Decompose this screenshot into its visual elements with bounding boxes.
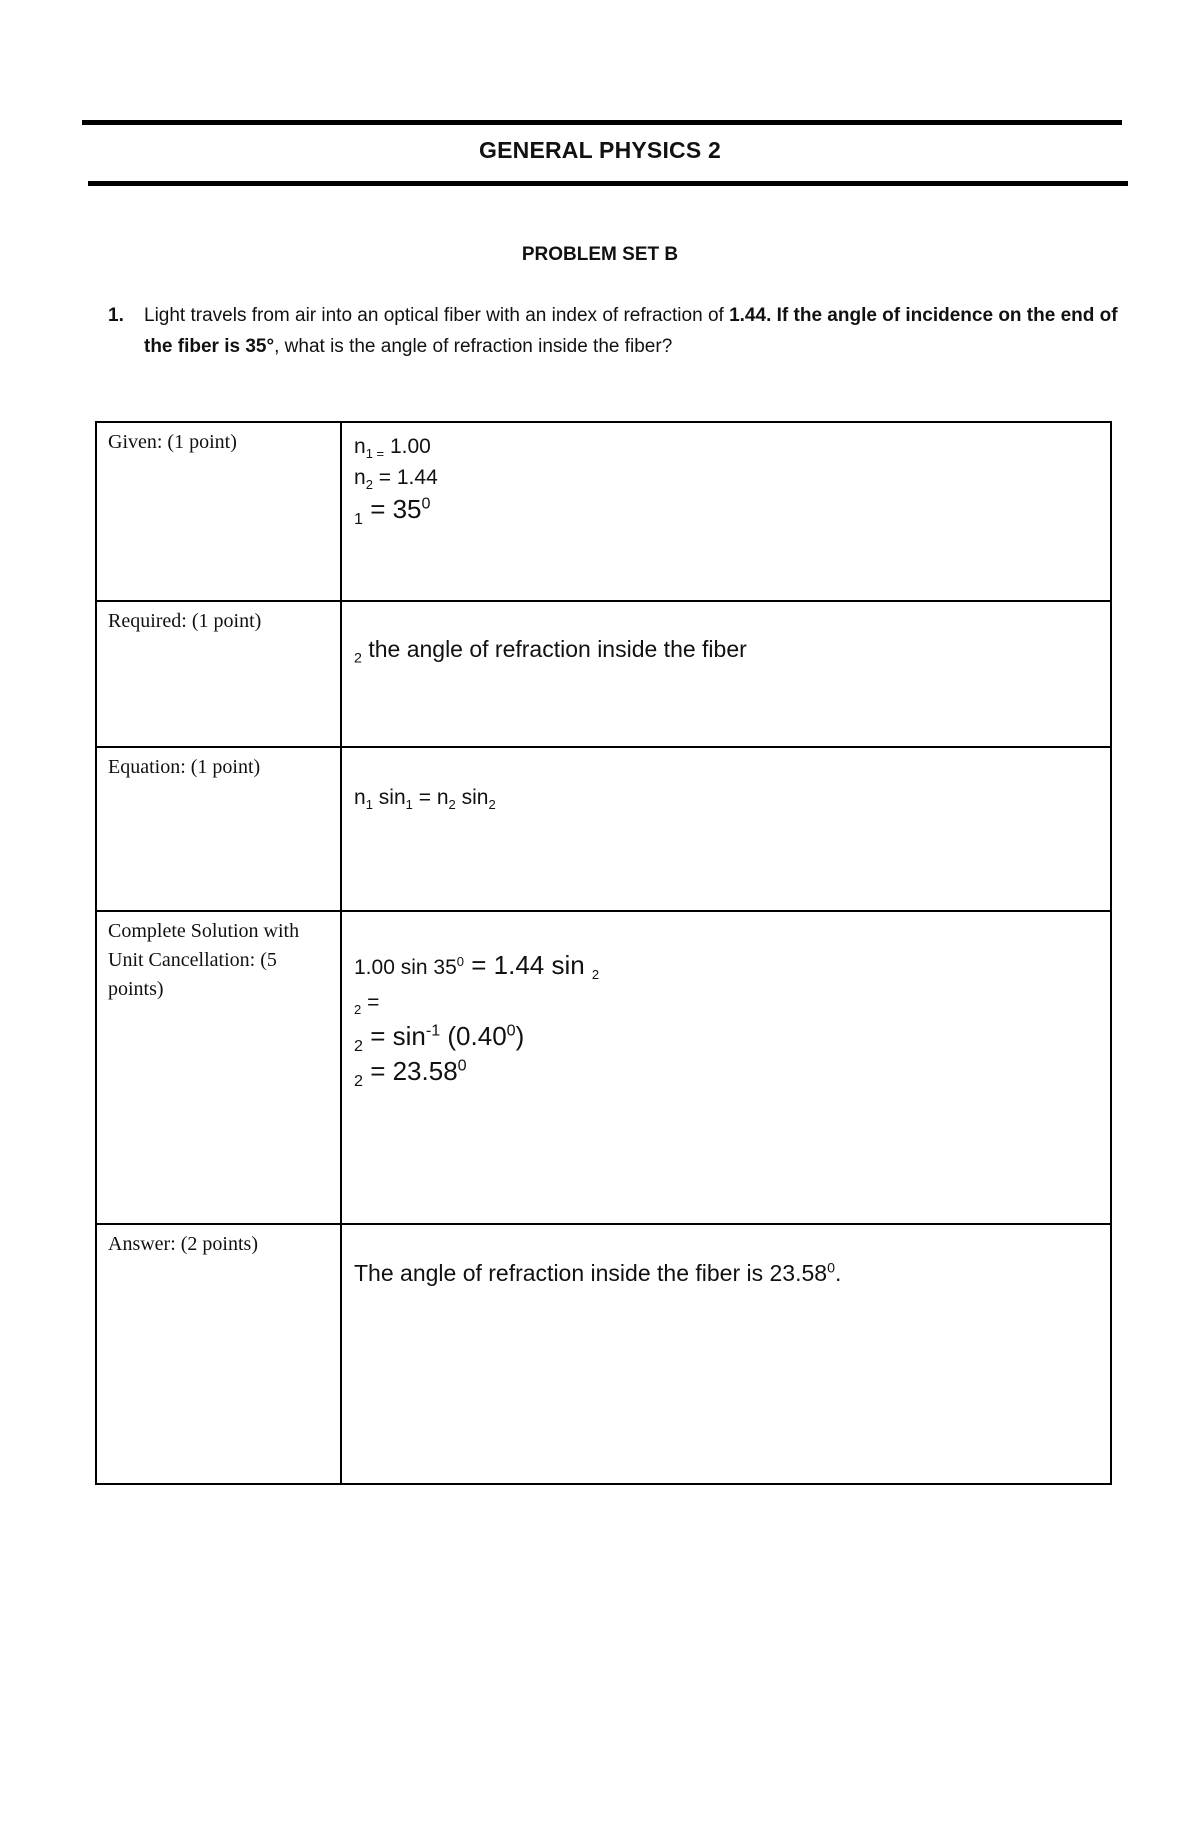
row-required xyxy=(96,601,1111,747)
question-number: 1. xyxy=(108,305,124,326)
answer-content xyxy=(341,1224,1111,1484)
header-top-rule xyxy=(82,120,1122,125)
question-text-part3: , what is the angle of refraction inside the fiber? xyxy=(274,336,673,357)
question-index-value: 1.44 xyxy=(729,305,767,326)
equation-snell: $n_1$ $\sin_1 = n_2$ $\sin_2$ xyxy=(354,786,496,813)
answer-text: The angle of refraction inside the fiber is 23.58$^0$. xyxy=(354,1260,842,1286)
problem-set-title: PROBLEM SET B xyxy=(521,244,679,265)
solution-label: Complete Solution with Unit Cancellation: (5 points) xyxy=(96,911,341,1224)
given-n1: $n_{1 =}$ 1.00 xyxy=(354,435,431,462)
row-given xyxy=(96,422,1111,601)
solution-line-2: $_2$ = xyxy=(354,991,380,1018)
solution-line-4: $_2 = 23.58^0$ xyxy=(354,1056,467,1091)
header-bottom-rule xyxy=(88,181,1128,186)
row-answer xyxy=(96,1224,1111,1484)
required-label: Required: (1 point) xyxy=(96,601,341,747)
solution-line-3: $_2 = \sin^{-1} (0.40^0)$ xyxy=(354,1021,525,1056)
given-label: Given: (1 point) xyxy=(96,422,341,601)
solution-table xyxy=(95,421,1112,1485)
question-text-part2: . If the angle of incidence on the end of the fiber is xyxy=(144,305,1118,357)
required-text: $_2$ the angle of refraction inside the fiber xyxy=(354,636,747,667)
row-solution xyxy=(96,911,1111,1224)
equation-content xyxy=(341,747,1111,911)
question-text-part1: Light travels from air into an optical fiber with an index of refraction of xyxy=(144,305,730,326)
question-1 xyxy=(108,300,1138,362)
document-title: GENERAL PHYSICS 2 xyxy=(479,137,721,163)
equation-label: Equation: (1 point) xyxy=(96,747,341,911)
row-equation xyxy=(96,747,1111,911)
given-n2: $n_2 = 1.44$ xyxy=(354,466,438,493)
question-text xyxy=(144,300,1138,362)
solution-content xyxy=(341,911,1111,1224)
given-theta1: $_1 = 35^0$ xyxy=(354,494,431,529)
required-content xyxy=(341,601,1111,747)
solution-line-1: 1.00 $\sin 35^0 = 1.44$ sin $_2$ xyxy=(354,950,600,983)
given-content xyxy=(341,422,1111,601)
answer-label: Answer: (2 points) xyxy=(96,1224,341,1484)
question-angle-value: 35° xyxy=(245,336,275,357)
